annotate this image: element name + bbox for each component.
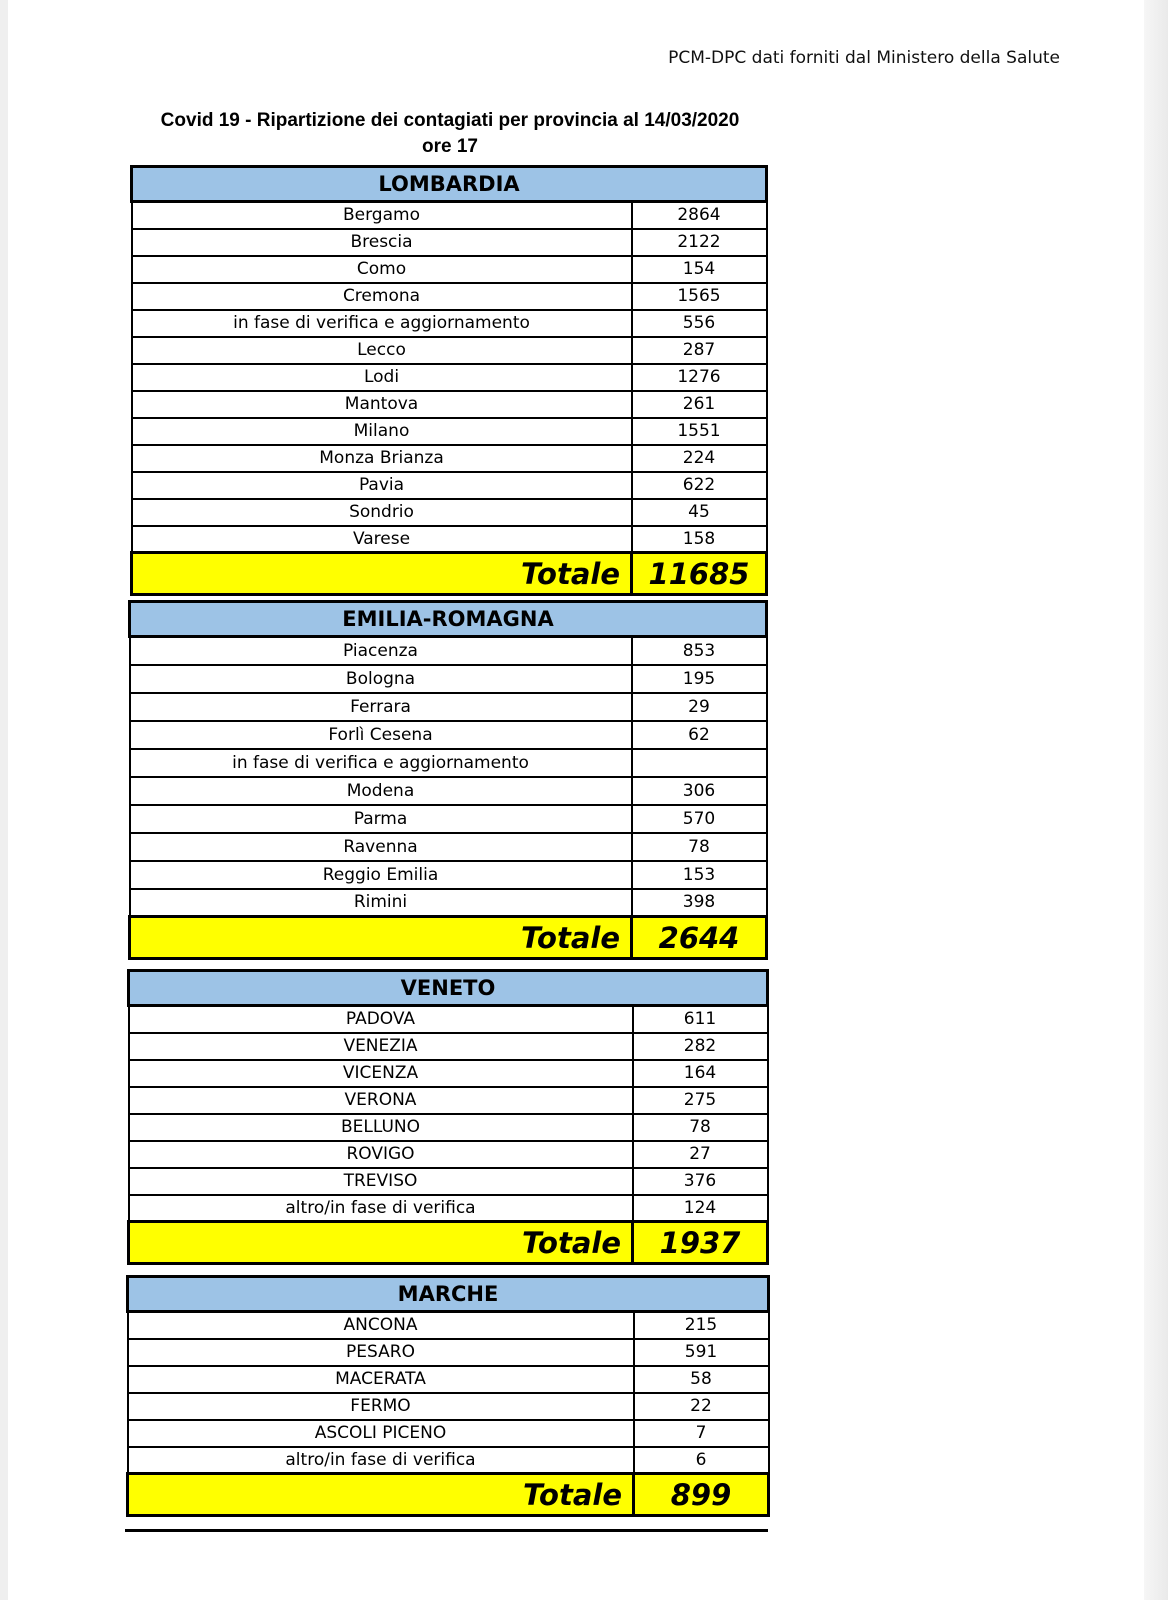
case-count	[632, 749, 767, 777]
region-name: EMILIA-ROMAGNA	[130, 602, 767, 637]
table-row	[132, 472, 767, 499]
case-count: 591	[634, 1339, 769, 1366]
total-label: Totale	[130, 917, 632, 959]
region-header	[130, 602, 767, 637]
document-title	[125, 108, 775, 160]
case-count: 2864	[632, 202, 767, 229]
province-name: in fase di verifica e aggiornamento	[130, 749, 632, 777]
case-count: 158	[632, 526, 767, 553]
case-count: 287	[632, 337, 767, 364]
province-name: TREVISO	[129, 1168, 633, 1195]
province-name: VERONA	[129, 1087, 633, 1114]
case-count: 611	[633, 1006, 768, 1033]
total-row	[129, 1222, 768, 1264]
table-row	[130, 693, 767, 721]
total-row	[132, 553, 767, 595]
region-name: LOMBARDIA	[132, 167, 767, 202]
region-table-emilia-romagna	[128, 600, 768, 960]
page-edge-left	[0, 0, 8, 1600]
case-count: 154	[632, 256, 767, 283]
case-count: 45	[632, 499, 767, 526]
province-name: Reggio Emilia	[130, 861, 632, 889]
province-name: MACERATA	[128, 1366, 634, 1393]
case-count: 306	[632, 777, 767, 805]
province-name: ROVIGO	[129, 1141, 633, 1168]
province-name: Lecco	[132, 337, 632, 364]
case-count: 275	[633, 1087, 768, 1114]
province-name: Ferrara	[130, 693, 632, 721]
case-count: 6	[634, 1447, 769, 1474]
case-count: 622	[632, 472, 767, 499]
table-row	[128, 1393, 769, 1420]
province-name: PESARO	[128, 1339, 634, 1366]
table-row	[129, 1114, 768, 1141]
province-name: PADOVA	[129, 1006, 633, 1033]
region-header	[128, 1277, 769, 1312]
province-name: Modena	[130, 777, 632, 805]
case-count: 376	[633, 1168, 768, 1195]
total-row	[130, 917, 767, 959]
table-row	[132, 499, 767, 526]
region-table-veneto	[127, 969, 769, 1265]
region-table-marche	[126, 1275, 770, 1517]
case-count: 2122	[632, 229, 767, 256]
case-count: 282	[633, 1033, 768, 1060]
table-row	[132, 310, 767, 337]
table-row	[132, 364, 767, 391]
total-label: Totale	[129, 1222, 633, 1264]
case-count: 78	[633, 1114, 768, 1141]
province-name: Como	[132, 256, 632, 283]
case-count: 124	[633, 1195, 768, 1222]
table-row	[132, 283, 767, 310]
case-count: 58	[634, 1366, 769, 1393]
case-count: 1551	[632, 418, 767, 445]
region-header	[129, 971, 768, 1006]
table-row	[130, 637, 767, 665]
case-count: 7	[634, 1420, 769, 1447]
table-row	[129, 1006, 768, 1033]
table-row	[130, 833, 767, 861]
table-row	[128, 1312, 769, 1339]
province-name: ANCONA	[128, 1312, 634, 1339]
case-count: 62	[632, 721, 767, 749]
table-row	[129, 1195, 768, 1222]
table-row	[130, 889, 767, 917]
case-count: 195	[632, 665, 767, 693]
total-label: Totale	[128, 1474, 634, 1516]
province-name: Ravenna	[130, 833, 632, 861]
table-row	[128, 1447, 769, 1474]
region-table-lombardia	[130, 165, 768, 596]
case-count: 570	[632, 805, 767, 833]
table-row	[129, 1033, 768, 1060]
province-name: Bergamo	[132, 202, 632, 229]
table-row	[128, 1420, 769, 1447]
region-header	[132, 167, 767, 202]
province-name: Varese	[132, 526, 632, 553]
table-row	[132, 337, 767, 364]
total-value: 899	[634, 1474, 769, 1516]
case-count: 215	[634, 1312, 769, 1339]
province-name: Sondrio	[132, 499, 632, 526]
total-value: 2644	[632, 917, 767, 959]
province-name: in fase di verifica e aggiornamento	[132, 310, 632, 337]
province-name: VICENZA	[129, 1060, 633, 1087]
region-name: MARCHE	[128, 1277, 769, 1312]
table-row	[130, 749, 767, 777]
case-count: 556	[632, 310, 767, 337]
table-row	[132, 418, 767, 445]
province-name: Bologna	[130, 665, 632, 693]
province-name: Mantova	[132, 391, 632, 418]
table-row	[128, 1366, 769, 1393]
province-name: BELLUNO	[129, 1114, 633, 1141]
table-row	[132, 445, 767, 472]
table-row	[132, 229, 767, 256]
table-row	[132, 202, 767, 229]
page-edge-right	[1144, 0, 1168, 1600]
table-row	[130, 777, 767, 805]
province-name: Piacenza	[130, 637, 632, 665]
table-row	[130, 861, 767, 889]
province-name: Pavia	[132, 472, 632, 499]
case-count: 224	[632, 445, 767, 472]
table-row	[128, 1339, 769, 1366]
case-count: 261	[632, 391, 767, 418]
table-row	[129, 1141, 768, 1168]
case-count: 853	[632, 637, 767, 665]
case-count: 398	[632, 889, 767, 917]
case-count: 164	[633, 1060, 768, 1087]
case-count: 1276	[632, 364, 767, 391]
province-name: Parma	[130, 805, 632, 833]
province-name: Brescia	[132, 229, 632, 256]
case-count: 153	[632, 861, 767, 889]
case-count: 22	[634, 1393, 769, 1420]
province-name: altro/in fase di verifica	[128, 1447, 634, 1474]
case-count: 78	[632, 833, 767, 861]
province-name: Forlì Cesena	[130, 721, 632, 749]
table-row	[129, 1087, 768, 1114]
table-row	[129, 1060, 768, 1087]
table-row	[130, 805, 767, 833]
total-value: 1937	[633, 1222, 768, 1264]
table-row	[132, 526, 767, 553]
province-name: altro/in fase di verifica	[129, 1195, 633, 1222]
province-name: Cremona	[132, 283, 632, 310]
case-count: 27	[633, 1141, 768, 1168]
total-label: Totale	[132, 553, 632, 595]
province-name: Monza Brianza	[132, 445, 632, 472]
total-value: 11685	[632, 553, 767, 595]
province-name: ASCOLI PICENO	[128, 1420, 634, 1447]
region-name: VENETO	[129, 971, 768, 1006]
table-row	[130, 665, 767, 693]
case-count: 29	[632, 693, 767, 721]
total-row	[128, 1474, 769, 1516]
title-line-2: ore 17	[422, 136, 478, 157]
source-note: PCM-DPC dati forniti dal Ministero della Salute	[668, 48, 1060, 68]
table-row	[132, 391, 767, 418]
province-name: Rimini	[130, 889, 632, 917]
table-row	[130, 721, 767, 749]
title-line-1: Covid 19 - Ripartizione dei contagiati per provincia al 14/03/2020	[160, 110, 740, 131]
province-name: Milano	[132, 418, 632, 445]
table-row	[132, 256, 767, 283]
province-name: FERMO	[128, 1393, 634, 1420]
province-name: VENEZIA	[129, 1033, 633, 1060]
case-count: 1565	[632, 283, 767, 310]
bottom-rule	[125, 1529, 768, 1532]
province-name: Lodi	[132, 364, 632, 391]
table-row	[129, 1168, 768, 1195]
